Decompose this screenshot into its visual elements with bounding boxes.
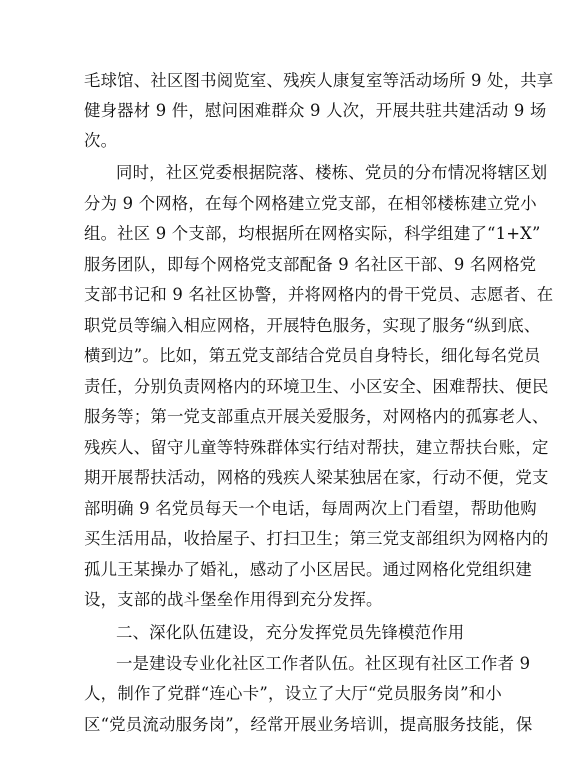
text-line: 责任，分别负责网格内的环境卫生、小区安全、困难帮扶、便民 (84, 377, 549, 396)
text-line: 买生活用品，收拾屋子、打扫卫生；第三党支部组织为网格内的 (84, 529, 549, 548)
text-line: 设，支部的战斗堡垒作用得到充分发挥。 (84, 590, 383, 609)
text-line: 部明确 9 名党员每天一个电话，每周两次上门看望，帮助他购 (84, 499, 537, 518)
text-line: 支部书记和 9 名社区协警，并将网格内的骨干党员、志愿者、在 (84, 285, 554, 304)
text-line: 残疾人、留守儿童等特殊群体实行结对帮扶，建立帮扶台账，定 (84, 438, 549, 457)
text-line: 健身器材 9 件，慰问困难群众 9 人次，开展共驻共建活动 9 场 (84, 101, 547, 120)
paragraph-first-line: 同时，社区党委根据院落、楼栋、党员的分布情况将辖区划 (116, 163, 548, 182)
text-line: 区“党员流动服务岗”，经常开展业务培训，提高服务技能，保 (84, 715, 533, 734)
text-line: 服务等；第一党支部重点开展关爱服务，对网格内的孤寡老人、 (84, 407, 549, 426)
text-line: 服务团队，即每个网格党支部配备 9 名社区干部、9 名网格党 (84, 255, 537, 274)
section-heading: 二、深化队伍建设，充分发挥党员先锋模范作用 (116, 623, 465, 642)
text-line: 分为 9 个网格，在每个网格建立党支部，在相邻楼栋建立党小 (84, 194, 537, 213)
text-line: 次。 (84, 131, 118, 150)
text-line: 人，制作了党群“连心卡”，设立了大厅“党员服务岗”和小 (84, 684, 502, 703)
text-line: 孤儿王某操办了婚礼，感动了小区居民。通过网格化党组织建 (84, 560, 532, 579)
text-line: 横到边”。比如，第五党支部结合党员自身特长，细化每名党员 (84, 346, 541, 365)
paragraph-first-line: 一是建设专业化社区工作者队伍。社区现有社区工作者 9 (116, 654, 531, 673)
text-line: 职党员等编入相应网格，开展特色服务，实现了服务“纵到底、 (84, 316, 541, 335)
text-line: 毛球馆、社区图书阅览室、残疾人康复室等活动场所 9 处，共享 (84, 71, 554, 90)
text-line: 组。社区 9 个支部，均根据所在网格实际，科学组建了“1+X” (84, 224, 541, 243)
text-line: 期开展帮扶活动，网格的残疾人梁某独居在家，行动不便，党支 (84, 468, 549, 487)
